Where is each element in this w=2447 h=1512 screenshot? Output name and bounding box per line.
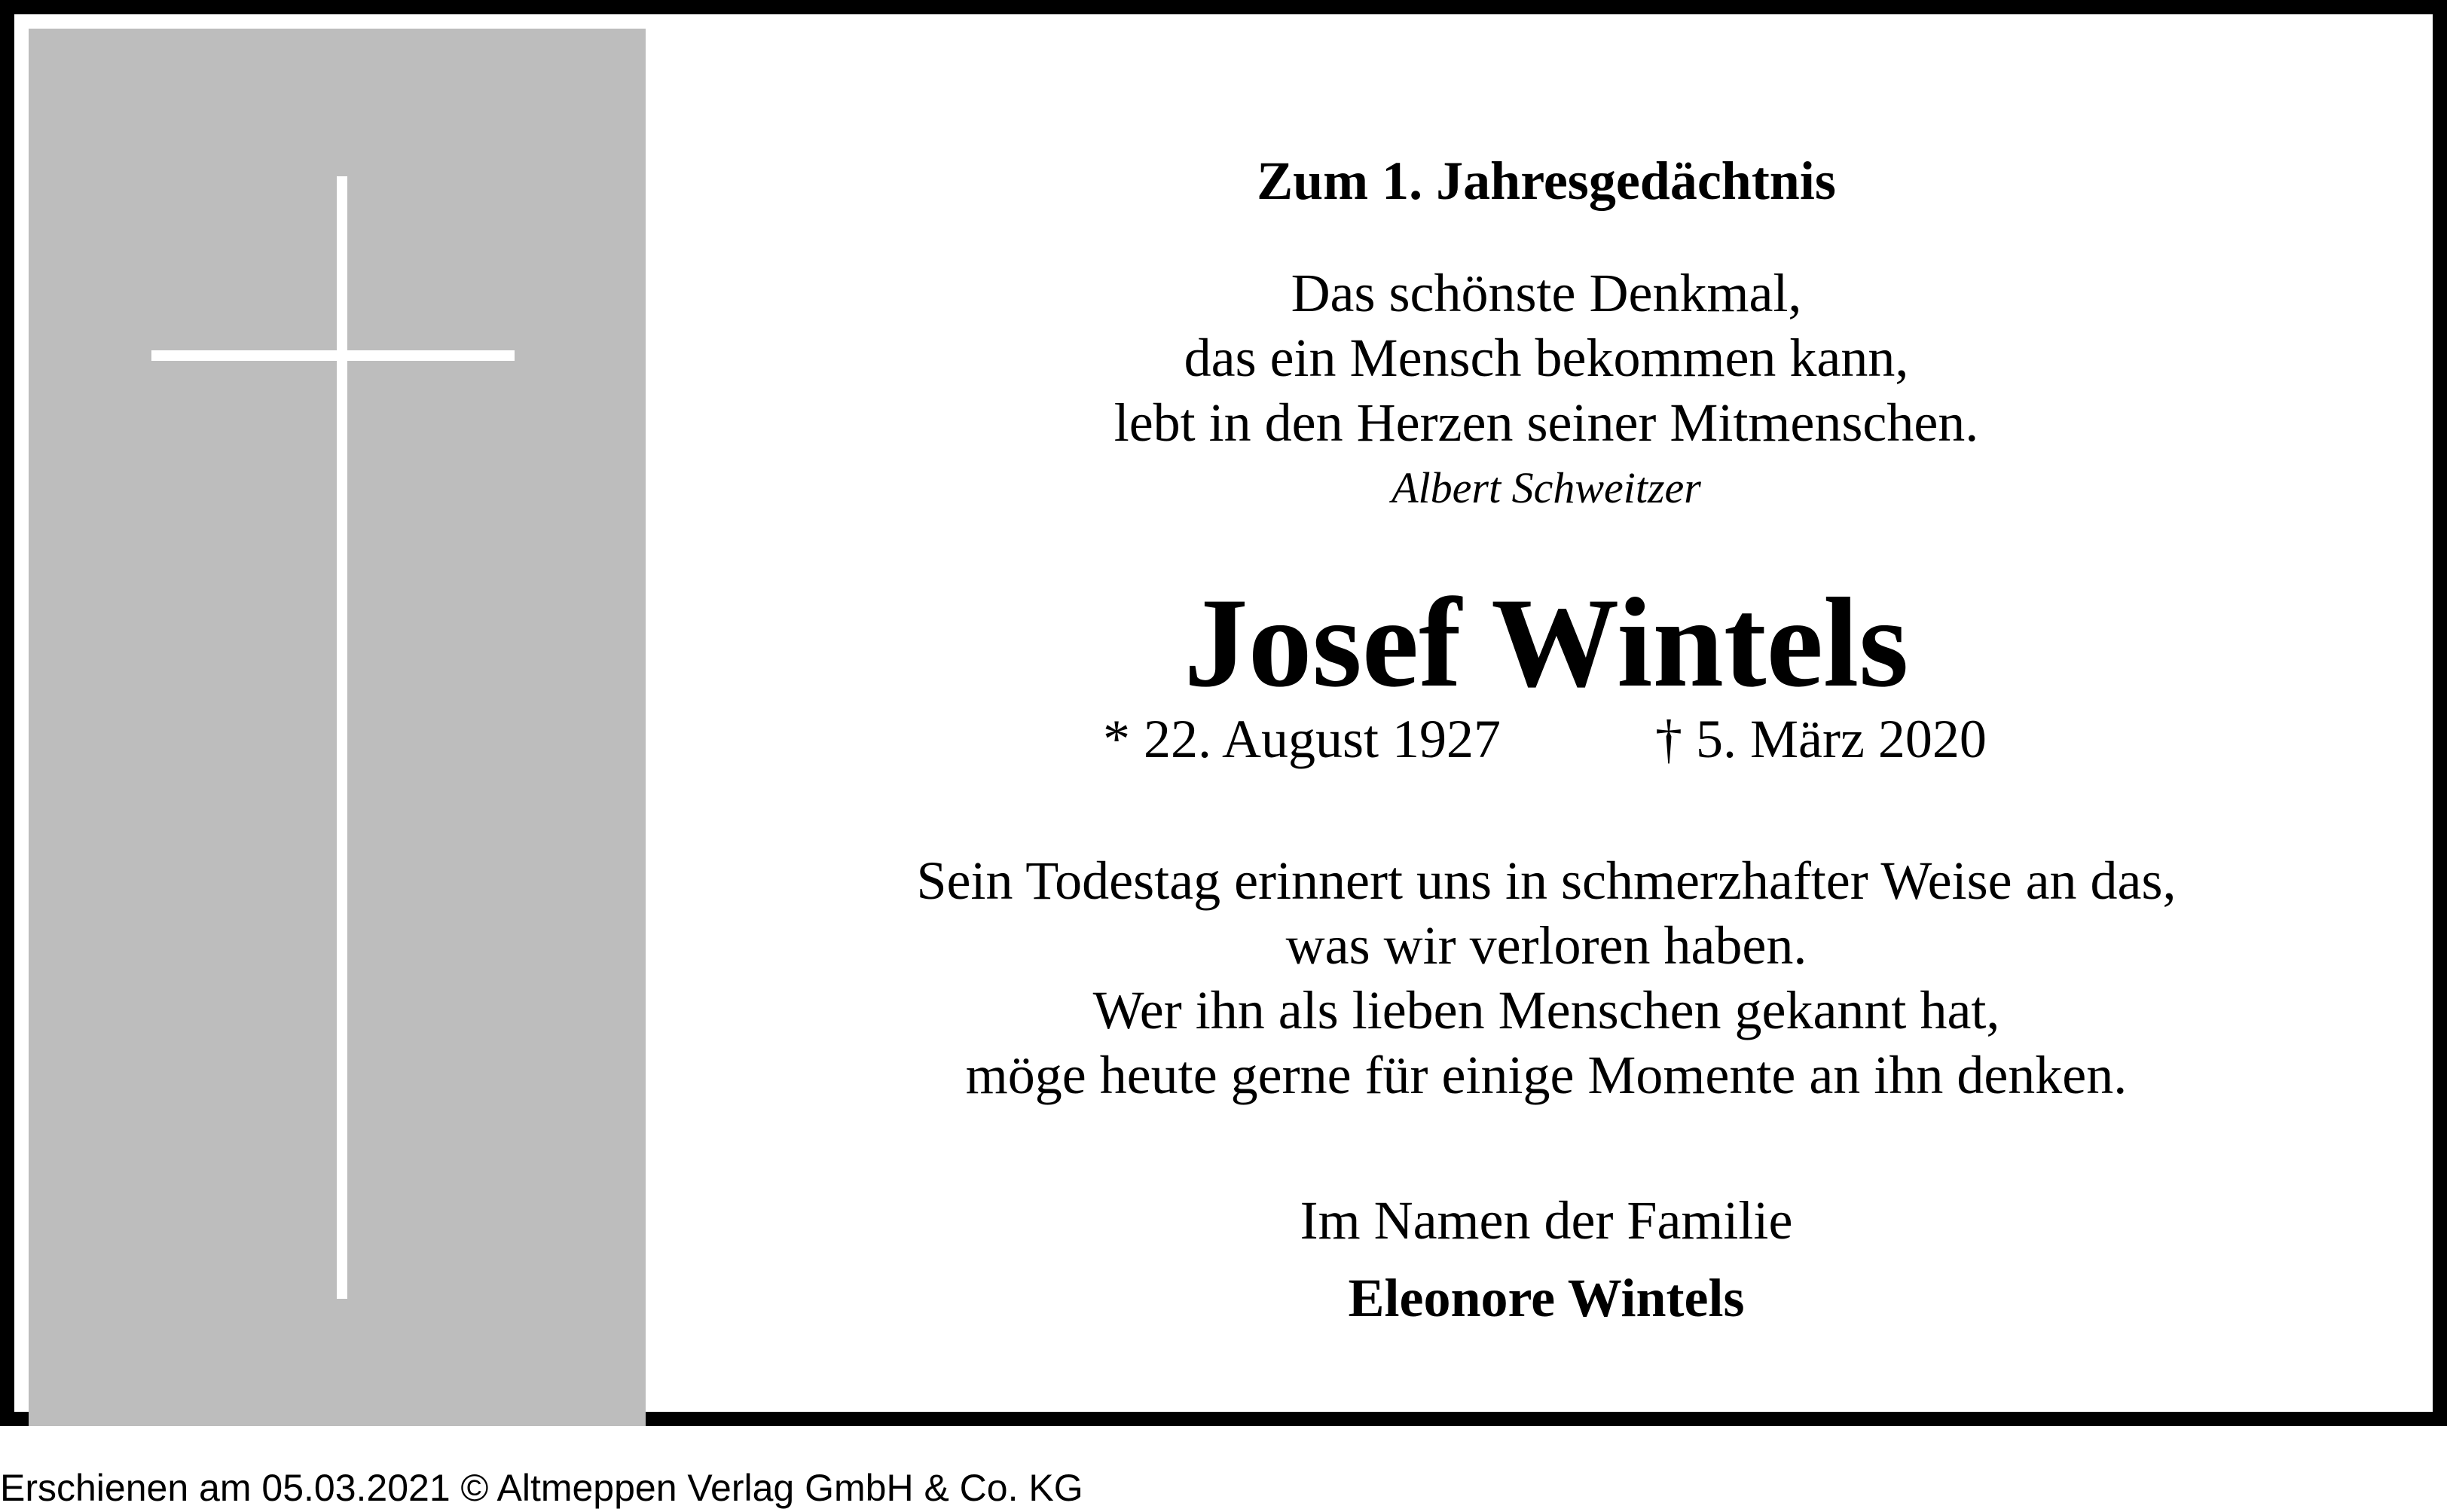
- notice-heading: Zum 1. Jahresgedächtnis: [1257, 151, 1836, 211]
- cross-icon: [337, 176, 347, 1299]
- remembrance-text-line: möge heute gerne für einige Momente an ihn denken.: [965, 1045, 2128, 1105]
- publication-footer: Erschienen am 05.03.2021 © Altmeppen Verlag GmbH & Co. KG: [0, 1467, 1083, 1509]
- quote-line: das ein Mensch bekommen kann,: [1184, 328, 1909, 388]
- signature-intro: Im Namen der Familie: [1300, 1190, 1793, 1251]
- signature-name: Eleonore Wintels: [1348, 1268, 1745, 1328]
- remembrance-text-line: Wer ihn als lieben Menschen gekannt hat,: [1092, 980, 2000, 1040]
- quote-author: Albert Schweitzer: [1392, 463, 1701, 512]
- birth-date: * 22. August 1927: [1103, 709, 1501, 769]
- quote-line: lebt in den Herzen seiner Mitmenschen.: [1114, 393, 1979, 453]
- quote-line: Das schönste Denkmal,: [1291, 263, 1802, 323]
- death-date: † 5. März 2020: [1655, 709, 1987, 769]
- cross-icon-beam: [151, 350, 515, 361]
- remembrance-text-line: was wir verloren haben.: [1285, 915, 1807, 976]
- remembrance-text-line: Sein Todestag erinnert uns in schmerzhafter Weise an das,: [916, 851, 2177, 911]
- notice-content: [646, 29, 2447, 1426]
- cross-panel: [29, 29, 646, 1426]
- life-dates: [646, 701, 2447, 777]
- deceased-name: Josef Wintels: [1184, 572, 1909, 713]
